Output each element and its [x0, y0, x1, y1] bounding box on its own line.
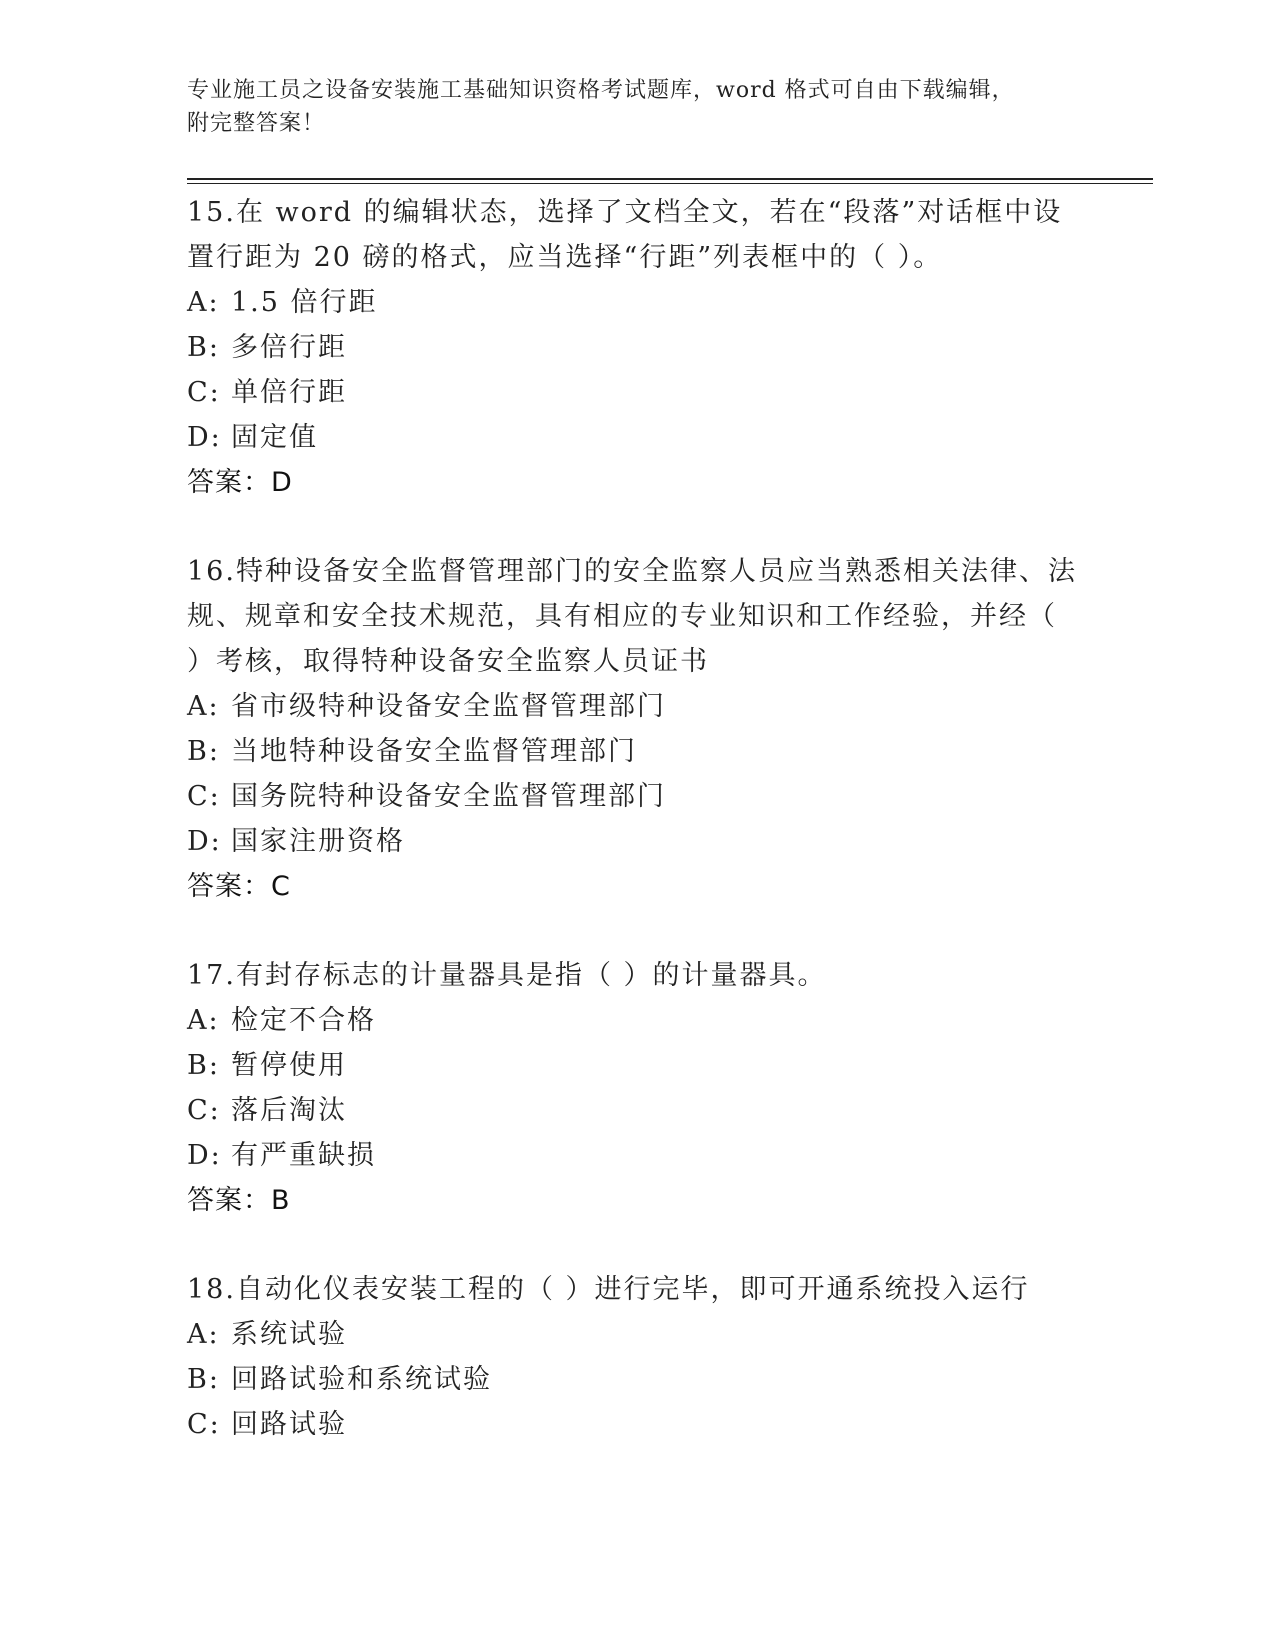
option-c — [187, 370, 1087, 415]
option-b — [187, 1043, 1087, 1088]
answer-line: 答案：C — [187, 871, 291, 902]
option-a — [187, 998, 1087, 1043]
question-stem-line: 置行距为 20 磅的格式，应当选择“行距”列表框中的（ ）。 — [187, 242, 943, 273]
answer-line: 答案：D — [187, 467, 293, 498]
question-stem-line: 15.在 word 的编辑状态，选择了文档全文，若在“段落”对话框中设 — [187, 197, 1063, 228]
question-stem-line: ）考核，取得特种设备安全监察人员证书 — [187, 646, 709, 677]
option-letter: C: — [187, 781, 221, 812]
question-stem-line: 规、规章和安全技术规范，具有相应的专业知识和工作经验，并经（ — [187, 601, 1057, 632]
answer-line: 答案：B — [187, 1185, 291, 1216]
option-letter: C: — [187, 1095, 221, 1126]
option-d — [187, 819, 1087, 864]
option-a — [187, 280, 1087, 325]
option-d — [187, 415, 1087, 460]
option-letter: B: — [187, 736, 220, 767]
header-line-2: 附完整答案！ — [187, 111, 326, 136]
question-17 — [187, 953, 1087, 1223]
question-15 — [187, 190, 1087, 505]
option-a — [187, 684, 1087, 729]
option-b — [187, 1357, 1087, 1402]
option-text: 国家注册资格 — [231, 826, 405, 857]
header-divider-thin — [187, 183, 1153, 184]
question-18 — [187, 1267, 1087, 1447]
option-text: 回路试验和系统试验 — [231, 1364, 492, 1395]
option-letter: B: — [187, 332, 220, 363]
question-16 — [187, 549, 1087, 909]
option-letter: D: — [187, 826, 222, 857]
option-letter: C: — [187, 1409, 221, 1440]
option-letter: D: — [187, 1140, 222, 1171]
header-divider-thick — [187, 178, 1153, 180]
option-text: 1.5 倍行距 — [231, 287, 378, 318]
question-stem-line: 16.特种设备安全监督管理部门的安全监察人员应当熟悉相关法律、法 — [187, 556, 1077, 587]
option-text: 落后淘汰 — [231, 1095, 347, 1126]
option-letter: D: — [187, 422, 222, 453]
option-text: 暂停使用 — [231, 1050, 347, 1081]
option-letter: A: — [187, 691, 220, 722]
question-stem-line: 18.自动化仪表安装工程的（ ）进行完毕，即可开通系统投入运行 — [187, 1274, 1030, 1305]
option-text: 有严重缺损 — [231, 1140, 376, 1171]
option-d — [187, 1133, 1087, 1178]
option-letter: B: — [187, 1050, 220, 1081]
option-text: 回路试验 — [231, 1409, 347, 1440]
header-line-1: 专业施工员之设备安装施工基础知识资格考试题库，word 格式可自由下载编辑， — [187, 78, 1015, 103]
option-c — [187, 1088, 1087, 1133]
question-list — [187, 190, 1087, 1491]
option-text: 固定值 — [231, 422, 318, 453]
option-text: 当地特种设备安全监督管理部门 — [231, 736, 637, 767]
option-b — [187, 729, 1087, 774]
option-letter: A: — [187, 1319, 220, 1350]
option-text: 检定不合格 — [231, 1005, 376, 1036]
option-letter: B: — [187, 1364, 220, 1395]
option-text: 国务院特种设备安全监督管理部门 — [231, 781, 666, 812]
option-letter: A: — [187, 287, 220, 318]
option-b — [187, 325, 1087, 370]
document-header — [187, 74, 1067, 140]
option-text: 单倍行距 — [231, 377, 347, 408]
option-c — [187, 1402, 1087, 1447]
option-letter: A: — [187, 1005, 220, 1036]
option-a — [187, 1312, 1087, 1357]
option-text: 系统试验 — [231, 1319, 347, 1350]
option-text: 多倍行距 — [231, 332, 347, 363]
option-c — [187, 774, 1087, 819]
option-text: 省市级特种设备安全监督管理部门 — [231, 691, 666, 722]
question-stem-line: 17.有封存标志的计量器具是指（ ）的计量器具。 — [187, 960, 827, 991]
option-letter: C: — [187, 377, 221, 408]
